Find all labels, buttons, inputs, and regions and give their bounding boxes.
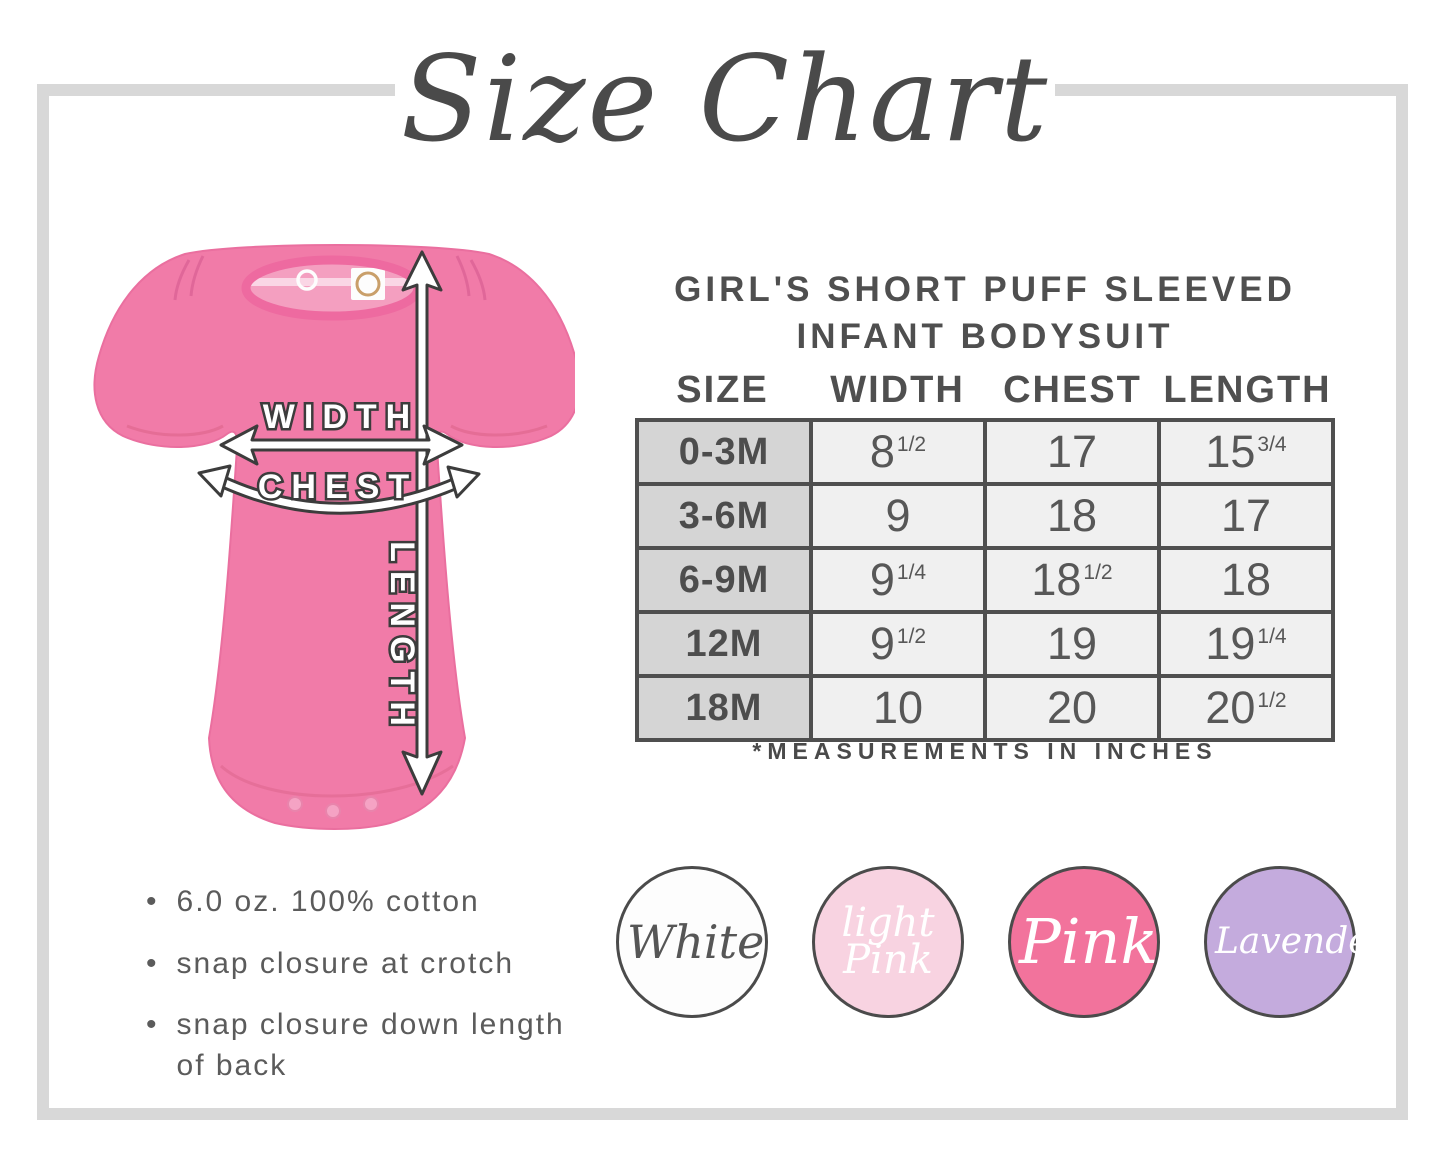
product-title-line2: INFANT BODYSUIT	[796, 317, 1174, 356]
product-title-line1: GIRL'S SHORT PUFF SLEEVED	[674, 270, 1296, 309]
feature-list	[146, 882, 576, 1107]
column-header-length: LENGTH	[1163, 368, 1332, 411]
measurement-cell: 17	[1159, 484, 1333, 548]
page-title-wrap	[395, 6, 1055, 192]
measurement-cell: $20^{1/2}$	[1159, 676, 1333, 740]
measurement-cell: $19^{1/4}$	[1159, 612, 1333, 676]
measurement-note: *MEASUREMENTS IN INCHES	[752, 738, 1218, 764]
swatch-label: Pink	[1019, 905, 1159, 979]
bullet-icon: •	[146, 1008, 159, 1041]
bullet-icon: •	[146, 946, 159, 980]
measurement-cell: 10	[811, 676, 985, 740]
measurement-cell: 9	[811, 484, 985, 548]
measurement-cell: 18	[1159, 548, 1333, 612]
feature-text: 6.0 oz. 100% cotton	[176, 885, 480, 918]
size-table-header	[635, 364, 1335, 416]
bodysuit-illustration	[85, 238, 575, 868]
column-header-chest: CHEST	[1003, 368, 1142, 411]
width-label: WIDTH	[262, 398, 420, 436]
size-label-cell: 18M	[637, 676, 811, 740]
feature-item	[146, 1005, 576, 1086]
measurement-cell: 20	[985, 676, 1159, 740]
feature-item	[146, 882, 576, 923]
measurement-cell: $9^{1/2}$	[811, 612, 985, 676]
measurement-cell: $18^{1/2}$	[985, 548, 1159, 612]
size-label-cell: 0-3M	[637, 420, 811, 484]
length-label: LENGTH	[383, 541, 421, 735]
feature-item	[146, 944, 576, 985]
feature-text: snap closure at crotch	[176, 946, 514, 980]
size-table-row	[637, 548, 1333, 612]
neck-tag	[351, 268, 385, 300]
measurement-cell: 19	[985, 612, 1159, 676]
measurement-cell: 17	[985, 420, 1159, 484]
swatch-label: White	[627, 914, 765, 969]
swatch-pink	[1008, 866, 1160, 1018]
column-header-size: SIZE	[676, 368, 769, 411]
swatch-white	[616, 866, 768, 1018]
size-table-row	[637, 676, 1333, 740]
color-swatches	[616, 866, 1387, 1018]
measurement-cell: $8^{1/2}$	[811, 420, 985, 484]
chest-label: CHEST	[257, 468, 419, 506]
bullet-icon: •	[146, 885, 159, 918]
swatch-label: Lavender	[1215, 921, 1387, 963]
feature-text: snap closure down length of back	[176, 1008, 565, 1082]
measurement-cell: $15^{3/4}$	[1159, 420, 1333, 484]
swatch-light-pink	[812, 866, 964, 1018]
swatch-lavender	[1204, 866, 1387, 1018]
measurement-cell: $9^{1/4}$	[811, 548, 985, 612]
page-title: Size Chart	[400, 30, 1050, 168]
size-label-cell: 3-6M	[637, 484, 811, 548]
bodysuit-garment	[94, 245, 575, 829]
column-header-width: WIDTH	[830, 368, 965, 411]
size-table-row	[637, 484, 1333, 548]
size-table	[635, 418, 1335, 742]
size-label-cell: 6-9M	[637, 548, 811, 612]
size-table-row	[637, 420, 1333, 484]
size-label-cell: 12M	[637, 612, 811, 676]
swatch-label: light Pink	[841, 900, 935, 983]
measurement-cell: 18	[985, 484, 1159, 548]
size-table-body	[637, 420, 1333, 740]
size-table-row	[637, 612, 1333, 676]
